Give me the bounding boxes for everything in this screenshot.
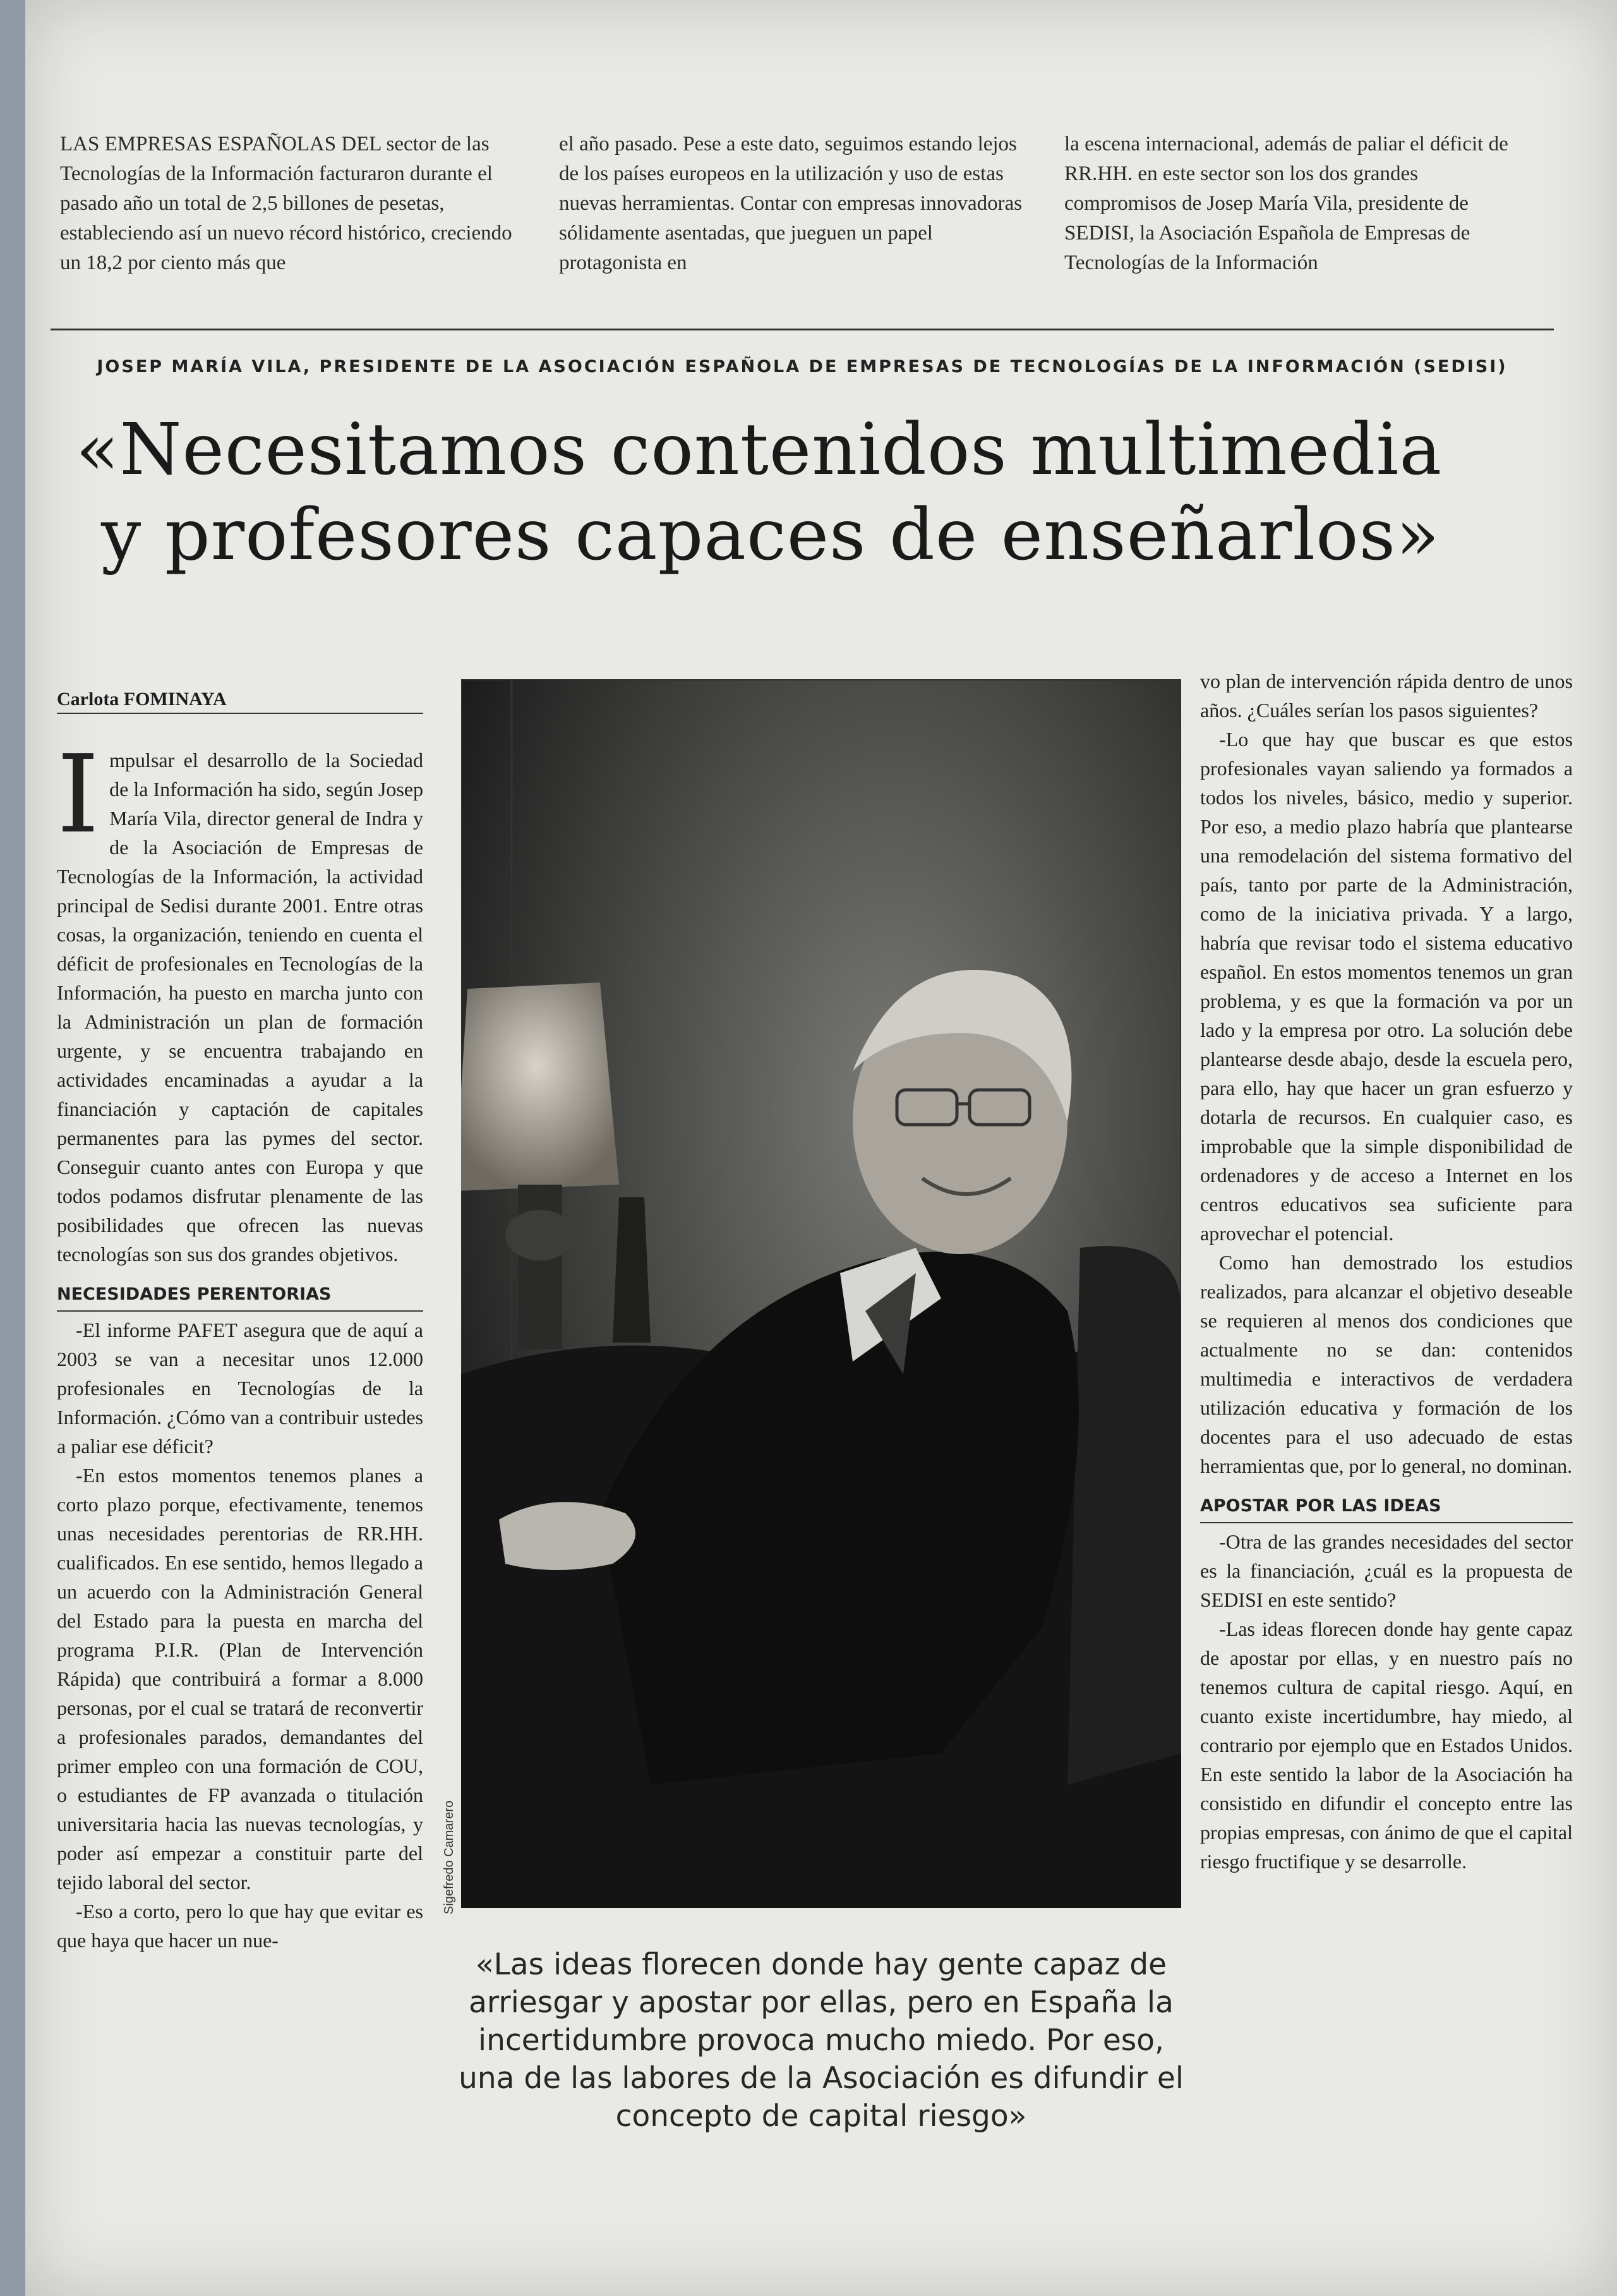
lead-paragraph <box>57 732 423 1269</box>
drop-cap: I <box>57 732 100 857</box>
newspaper-page <box>25 0 1617 2296</box>
question-1: -El informe PAFET asegura que de aquí a 2003 se van a necesitar unos 12.000 profesionales en Tecnologías de la Información. ¿Cómo van a contribuir ustedes a paliar ese déficit? <box>57 1319 423 1458</box>
portrait-illustration <box>461 679 1181 1908</box>
portrait-photo <box>461 679 1181 1908</box>
intro-block <box>60 130 1532 319</box>
intro-column-1: LAS EMPRESAS ESPAÑOLAS DEL sector de las Tecnologías de la Información facturaron durante el pasado año un total de 2,5 billones de pesetas, estableciendo así un nuevo récord histórico, creciendo un 18,2 por ciento más que <box>60 133 512 274</box>
right-column <box>1200 667 1573 1876</box>
intro-column-2: el año pasado. Pese a este dato, seguimos estando lejos de los países europeos en la utilización y uso de estas nuevas herramientas. Contar con empresas innovadoras sólidamente asentadas, que jueguen un papel protagonista en <box>559 133 1023 274</box>
answer-2-continued: Como han demostrado los estudios realizados, para alcanzar el objetivo deseable se requieren al menos dos condiciones que actualmente no se dan: contenidos multimedia e interactivos de verdadera utilización educativa y formación de los docentes para el uso adecuado de estas herramientas que, por lo general, no dominan. <box>1200 1251 1573 1477</box>
answer-2: -Lo que hay que buscar es que estos profesionales vayan saliendo ya formados a todos los niveles, básico, medio y superior. Por eso, a medio plazo habría que plantearse una remodelación del sistema formativo del país, tanto por parte de la Administración, como de la iniciativa privada. Y a largo, habría que revisar todo el sistema educativo español. En estos momentos tenemos un gran problema, y es que la formación va por un lado y la empresa por otro. La solución debe plantearse desde abajo, desde la escuela pero, para ello, hay que hacer un gran esfuerzo y dotarla de recursos. En cualquier caso, es improbable que la simple disponibilidad de ordenadores y de acceso a Internet en los centros educativos sea suficiente para aprovechar el potencial. <box>1200 728 1573 1245</box>
subhead-apostar: APOSTAR POR LAS IDEAS <box>1200 1492 1573 1523</box>
author-byline: Carlota FOMINAYA <box>57 689 423 714</box>
intro-column-3: la escena internacional, además de paliar el déficit de RR.HH. en este sector son los dos grandes compromisos de Josep María Vila, presidente de SEDISI, la Asociación Española de Empresas de Tecnologías de la Información <box>1064 133 1508 274</box>
question-3: -Otra de las grandes necesidades del sector es la financiación, ¿cuál es la propuesta de SEDISI en este sentido? <box>1200 1530 1573 1611</box>
question-2-continued: vo plan de intervención rápida dentro de unos años. ¿Cuáles serían los pasos siguientes? <box>1200 670 1573 722</box>
headline-line-2: y profesores capaces de enseñarlos» <box>101 494 1440 576</box>
answer-3: -Las ideas florecen donde hay gente capaz de apostar por ellas, y en nuestro país no tenemos cultura de capital riesgo. Aquí, en cuanto existe incertidumbre, hay miedo, al contrario por ejemplo que en Estados Unidos. En este sentido la labor de la Asociación ha consistido en difundir el concepto entre las propias empresas, con ánimo de que el capital riesgo fructifique y se desarrolle. <box>1200 1617 1573 1873</box>
photo-credit: Sigefredo Camarero <box>442 1800 456 1914</box>
left-column <box>57 732 423 1955</box>
answer-1: -En estos momentos tenemos planes a corto plazo porque, efectivamente, tenemos unas necesidades perentorias de RR.HH. cualificados. En ese sentido, hemos llegado a un acuerdo con la Administración General del Estado para la puesta en marcha del programa P.I.R. (Plan de Intervención Rápida) que contribuirá a formar a 8.000 personas, por el cual se tratará de reconvertir a profesionales parados, demandantes del primer empleo con una formación de COU, o estudiantes de FP avanzada o titulación universitaria hacia las nuevas tecnologías, y poder así empezar a constituir parte del tejido laboral del sector. <box>57 1464 423 1894</box>
lead-text: mpulsar el desarrollo de la Sociedad de la Información ha sido, según Josep María Vila, director general de Indra y de la Asociación de Empresas de Tecnologías de la Información, la actividad principal de Sedisi durante 2001. Entre otras cosas, la organización, teniendo en cuenta el déficit de profesionales en Tecnologías de la Información, ha puesto en marcha junto con la Administración un plan de formación urgente, y se encuentra trabajando en actividades encaminadas a ayudar a la financiación y captación de capitales permanentes para las pymes del sector. Conseguir cuanto antes con Europa y que todos podamos disfrutar plenamente de las posibilidades que ofrecen las nuevas tecnologías son sus dos grandes objetivos. <box>57 749 423 1266</box>
kicker: JOSEP MARÍA VILA, PRESIDENTE DE LA ASOCIACIÓN ESPAÑOLA DE EMPRESAS DE TECNOLOGÍAS DE LA INFORMACIÓN (SEDISI) <box>97 357 1508 377</box>
pull-quote: «Las ideas florecen donde hay gente capaz de arriesgar y apostar por ellas, pero en España la incertidumbre provoca mucho miedo. Por eso, una de las labores de la Asociación es difundir el concepto de capital riesgo» <box>459 1947 1184 2134</box>
answer-1-continued: -Eso a corto, pero lo que hay que evitar es que haya que hacer un nue- <box>57 1900 423 1952</box>
headline-line-1: «Necesitamos contenidos multimedia <box>76 409 1443 491</box>
subhead-necesidades: NECESIDADES PERENTORIAS <box>57 1280 423 1312</box>
headline <box>76 408 1529 578</box>
top-divider <box>51 329 1554 330</box>
